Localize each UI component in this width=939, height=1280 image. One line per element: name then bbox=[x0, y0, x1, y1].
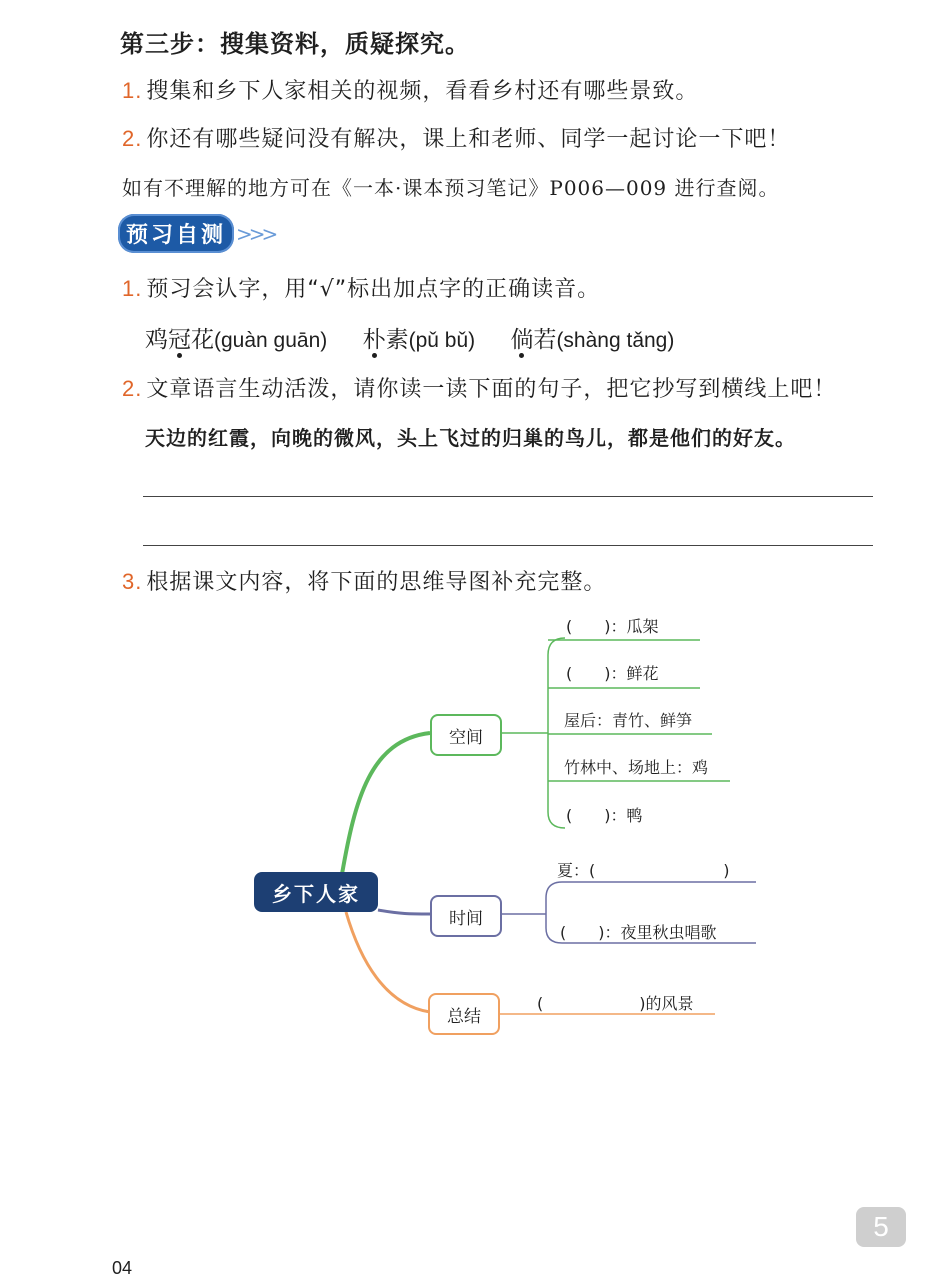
answer-line-1[interactable] bbox=[143, 496, 873, 497]
node-time: 时间 bbox=[430, 895, 502, 937]
time-leaf[interactable]: 夏：( ) bbox=[557, 861, 730, 880]
branch-summary bbox=[346, 912, 430, 1012]
summary-leaf[interactable]: ( )的风景 bbox=[537, 994, 694, 1013]
emphasis-dot bbox=[372, 353, 377, 358]
step3-item-1 bbox=[122, 74, 698, 105]
node-space: 空间 bbox=[430, 714, 502, 756]
question-1 bbox=[122, 272, 600, 303]
emphasis-dot bbox=[177, 353, 182, 358]
step3-item-2 bbox=[122, 122, 790, 153]
item-text: 你还有哪些疑问没有解决，课上和老师、同学一起讨论一下吧！ bbox=[146, 127, 791, 152]
space-leaf: 屋后：青竹、鲜笋 bbox=[564, 711, 693, 730]
space-leaf[interactable]: ( )：鲜花 bbox=[566, 664, 659, 683]
word: 朴素 bbox=[362, 327, 409, 353]
question-text: 预习会认字，用“√”标出加点字的正确读音。 bbox=[146, 277, 601, 302]
word: 鸡冠花 bbox=[145, 327, 214, 353]
question-number: 1. bbox=[122, 276, 143, 301]
word: 倘若 bbox=[510, 327, 557, 353]
question-number: 2. bbox=[122, 376, 143, 401]
branch-time bbox=[378, 910, 430, 914]
question-2 bbox=[122, 372, 836, 403]
reference-note: 如有不理解的地方可在《一本·课本预习笔记》P006—009 进行查阅。 bbox=[122, 176, 780, 200]
branch-space bbox=[342, 733, 430, 874]
emphasis-dot bbox=[519, 353, 524, 358]
space-bracket bbox=[548, 638, 565, 828]
word-item bbox=[363, 321, 476, 354]
chevron-arrows-icon: >>> bbox=[236, 221, 275, 246]
page-number: 04 bbox=[112, 1258, 133, 1278]
answer-line-2[interactable] bbox=[143, 545, 873, 546]
pinyin-options[interactable]: (guàn guān) bbox=[214, 329, 328, 352]
space-leaf[interactable]: ( )：鸭 bbox=[566, 806, 643, 825]
sample-sentence: 天边的红霞，向晚的微风，头上飞过的归巢的鸟儿，都是他们的好友。 bbox=[145, 426, 796, 450]
section-badge: 预习自测 bbox=[118, 214, 234, 253]
item-number: 2. bbox=[122, 126, 143, 151]
pronunciation-row bbox=[145, 321, 674, 354]
step-title: 第三步：搜集资料，质疑探究。 bbox=[120, 30, 470, 58]
node-summary: 总结 bbox=[428, 993, 500, 1035]
pinyin-options[interactable]: (pǔ bǔ) bbox=[408, 329, 476, 352]
question-number: 3. bbox=[122, 569, 143, 594]
word-item bbox=[145, 321, 327, 354]
item-text: 搜集和乡下人家相关的视频，看看乡村还有哪些景致。 bbox=[146, 79, 699, 104]
mindmap-root: 乡下人家 bbox=[254, 872, 378, 912]
question-text: 根据课文内容，将下面的思维导图补充完整。 bbox=[146, 570, 607, 595]
space-leaf[interactable]: ( )：瓜架 bbox=[566, 617, 659, 636]
page-badge: 5 bbox=[856, 1207, 906, 1247]
time-leaf[interactable]: ( )：夜里秋虫唱歌 bbox=[560, 923, 717, 942]
question-text: 文章语言生动活泼，请你读一读下面的句子，把它抄写到横线上吧！ bbox=[146, 377, 837, 402]
section-header bbox=[118, 214, 274, 253]
pinyin-options[interactable]: (shàng tǎng) bbox=[556, 329, 675, 352]
space-leaf: 竹林中、场地上：鸡 bbox=[564, 758, 709, 777]
question-3 bbox=[122, 565, 606, 596]
word-item bbox=[510, 321, 674, 354]
item-number: 1. bbox=[122, 78, 143, 103]
